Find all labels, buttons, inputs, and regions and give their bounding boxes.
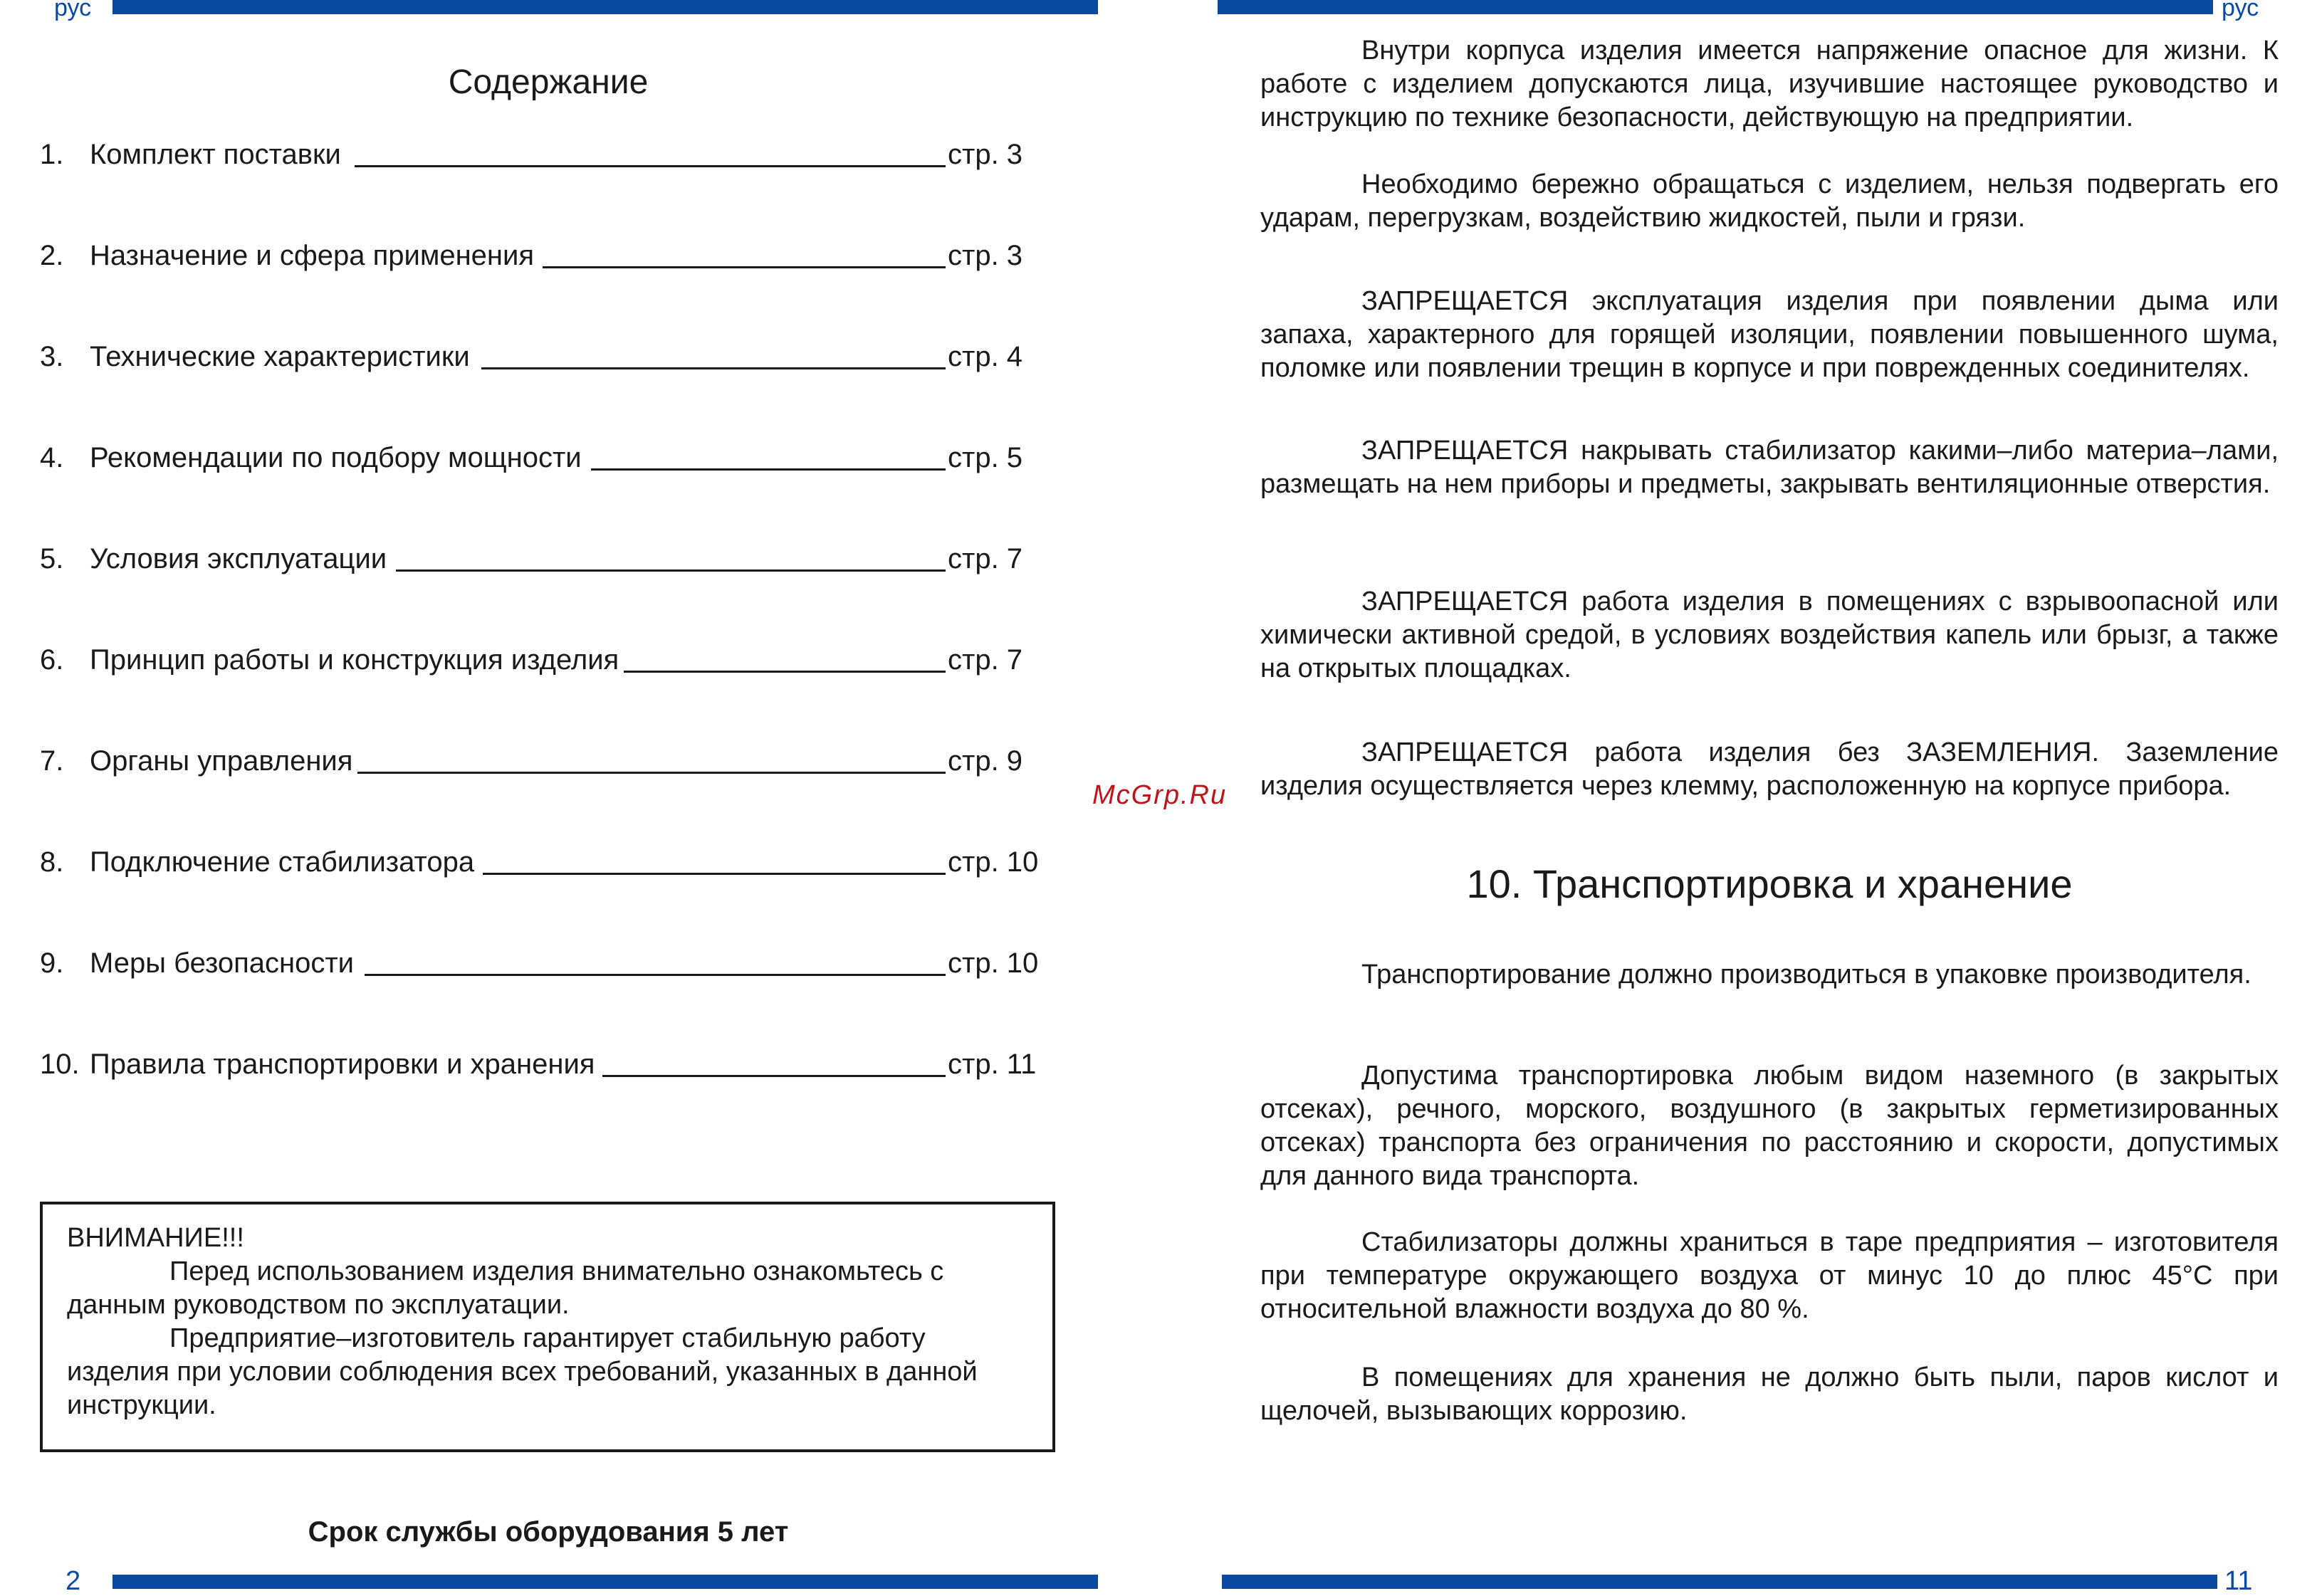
toc-leader-line	[357, 772, 946, 774]
toc-item-number: 10.	[40, 1049, 80, 1080]
toc-item-number: 8.	[40, 846, 64, 878]
paragraph: Допустима транспортировка любым видом наземного (в закрытых отсеках), речного, морского, воздушного (в закрытых герметизированных отсеках) транспорта без ограничения по расстоянию и скорости, допустимых для данного вида транспорта.	[1260, 1061, 2279, 1191]
storage-text	[1260, 958, 2279, 992]
toc-leader-line	[481, 367, 946, 369]
toc-item-label: Правила транспортировки и хранения	[90, 1046, 595, 1082]
toc-item[interactable]	[40, 238, 1051, 273]
storage-text	[1260, 1226, 2279, 1326]
toc-item-page: стр. 3	[948, 139, 1023, 170]
toc-item-number: 6.	[40, 644, 64, 676]
section-title: 10. Транспортировка и хранение	[1466, 861, 2073, 906]
toc-item-page: стр. 10	[948, 846, 1039, 878]
left-page-number: 2	[66, 1566, 81, 1596]
toc-item-label: Подключение стабилизатора	[90, 844, 474, 880]
attention-box	[40, 1202, 1055, 1452]
paragraph: ЗАПРЕЩАЕТСЯ работа изделия в помещениях с взрывоопасной или химически активной средой, в условиях воздействия капель или брызг, а также на открытых площадках.	[1260, 587, 2279, 683]
toc-item-page: стр. 7	[948, 543, 1023, 574]
safety-text	[1260, 585, 2279, 686]
toc-item-number: 5.	[40, 543, 64, 574]
toc-item-label: Условия эксплуатации	[90, 541, 387, 577]
attention-heading: ВНИМАНИЕ!!!	[67, 1223, 244, 1253]
left-lang-tag: рус	[54, 0, 92, 21]
toc-item-page: стр. 7	[948, 644, 1023, 676]
toc-item-number: 3.	[40, 341, 64, 372]
toc-leader-line	[396, 569, 946, 572]
left-bottom-bar	[113, 1575, 1098, 1589]
paragraph: Внутри корпуса изделия имеется напряжение опасное для жизни. К работе с изделием допускаются лица, изучившие настоящее руководство и инструкцию по технике безопасности, действующую на предприятии.	[1260, 36, 2279, 132]
toc-leader-line	[624, 671, 946, 673]
toc-item-number: 9.	[40, 947, 64, 979]
attention-paragraph: Предприятие–изготовитель гарантирует стабильную работу изделия при условии соблюдения всех требований, указанных в данной инструкции.	[67, 1323, 978, 1420]
attention-paragraph: Перед использованием изделия внимательно ознакомьтесь с данным руководством по эксплуатации.	[67, 1256, 944, 1320]
paragraph: ЗАПРЕЩАЕТСЯ накрывать стабилизатор какими–либо материа–лами, размещать на нем приборы и предметы, закрывать вентиляционные отверстия.	[1260, 436, 2279, 499]
safety-text	[1260, 736, 2279, 803]
paragraph: ЗАПРЕЩАЕТСЯ работа изделия без ЗАЗЕМЛЕНИЯ. Заземление изделия осуществляется через клемму, расположенную на корпусе прибора.	[1260, 737, 2279, 801]
toc-item-label: Назначение и сфера применения	[90, 238, 534, 273]
toc-leader-line	[602, 1075, 946, 1077]
watermark: McGrp.Ru	[1092, 780, 1228, 810]
paragraph: Стабилизаторы должны храниться в таре предприятия – изготовителя при температуре окружающего воздуха от минус 10 до плюс 45°С при относительной влажности воздуха до 80 %.	[1260, 1227, 2279, 1324]
toc-item[interactable]	[40, 339, 1051, 374]
paragraph: Транспортирование должно производиться в упаковке производителя.	[1361, 960, 2251, 989]
toc-item[interactable]	[40, 844, 1051, 880]
toc-item-number: 7.	[40, 745, 64, 777]
toc-item-page: стр. 11	[948, 1049, 1037, 1080]
left-top-bar	[113, 0, 1098, 14]
right-page-number: 11	[2224, 1566, 2253, 1596]
toc-item-number: 1.	[40, 139, 64, 170]
toc-leader-line	[483, 873, 946, 875]
storage-text	[1260, 1361, 2279, 1428]
toc-title: Содержание	[448, 63, 649, 101]
safety-text	[1260, 34, 2279, 135]
paragraph: В помещениях для хранения не должно быть пыли, паров кислот и щелочей, вызывающих коррозию.	[1260, 1363, 2279, 1426]
toc-item-label: Меры безопасности	[90, 945, 354, 981]
toc-item[interactable]	[40, 743, 1051, 779]
toc-item[interactable]	[40, 541, 1051, 577]
toc-item-number: 4.	[40, 442, 64, 473]
storage-text	[1260, 1059, 2279, 1193]
toc-item[interactable]	[40, 1046, 1051, 1082]
toc-leader-line	[355, 165, 946, 167]
right-lang-tag: рус	[2222, 0, 2259, 21]
safety-text	[1260, 434, 2279, 501]
toc-leader-line	[365, 974, 946, 976]
toc-item-label: Комплект поставки	[90, 137, 341, 172]
safety-text	[1260, 168, 2279, 235]
toc-item-label: Технические характеристики	[90, 339, 470, 374]
paragraph: Необходимо бережно обращаться с изделием, нельзя подвергать его ударам, перегрузкам, воздействию жидкостей, пыли и грязи.	[1260, 169, 2279, 233]
toc-leader-line	[543, 266, 946, 268]
toc-item-page: стр. 5	[948, 442, 1023, 473]
toc-item-page: стр. 9	[948, 745, 1023, 777]
toc-item-page: стр. 3	[948, 240, 1023, 271]
toc-item[interactable]	[40, 642, 1051, 678]
paragraph: ЗАПРЕЩАЕТСЯ эксплуатация изделия при появлении дыма или запаха, характерного для горящей изоляции, появлении повышенного шума, поломке или появлении трещин в корпусе и при поврежденных соединителях.	[1260, 286, 2279, 383]
toc-item-label: Рекомендации по подбору мощности	[90, 440, 582, 476]
toc-item[interactable]	[40, 440, 1051, 476]
toc-item-page: стр. 10	[948, 947, 1039, 979]
toc-item[interactable]	[40, 945, 1051, 981]
service-life: Срок службы оборудования 5 лет	[308, 1516, 789, 1548]
safety-text	[1260, 285, 2279, 385]
toc-item-label: Органы управления	[90, 743, 352, 779]
right-bottom-bar	[1222, 1575, 2217, 1589]
toc-item-page: стр. 4	[948, 341, 1023, 372]
toc-leader-line	[591, 468, 946, 471]
toc-item[interactable]	[40, 137, 1051, 172]
toc-item-number: 2.	[40, 240, 64, 271]
right-top-bar	[1218, 0, 2213, 14]
toc-item-label: Принцип работы и конструкция изделия	[90, 642, 619, 678]
